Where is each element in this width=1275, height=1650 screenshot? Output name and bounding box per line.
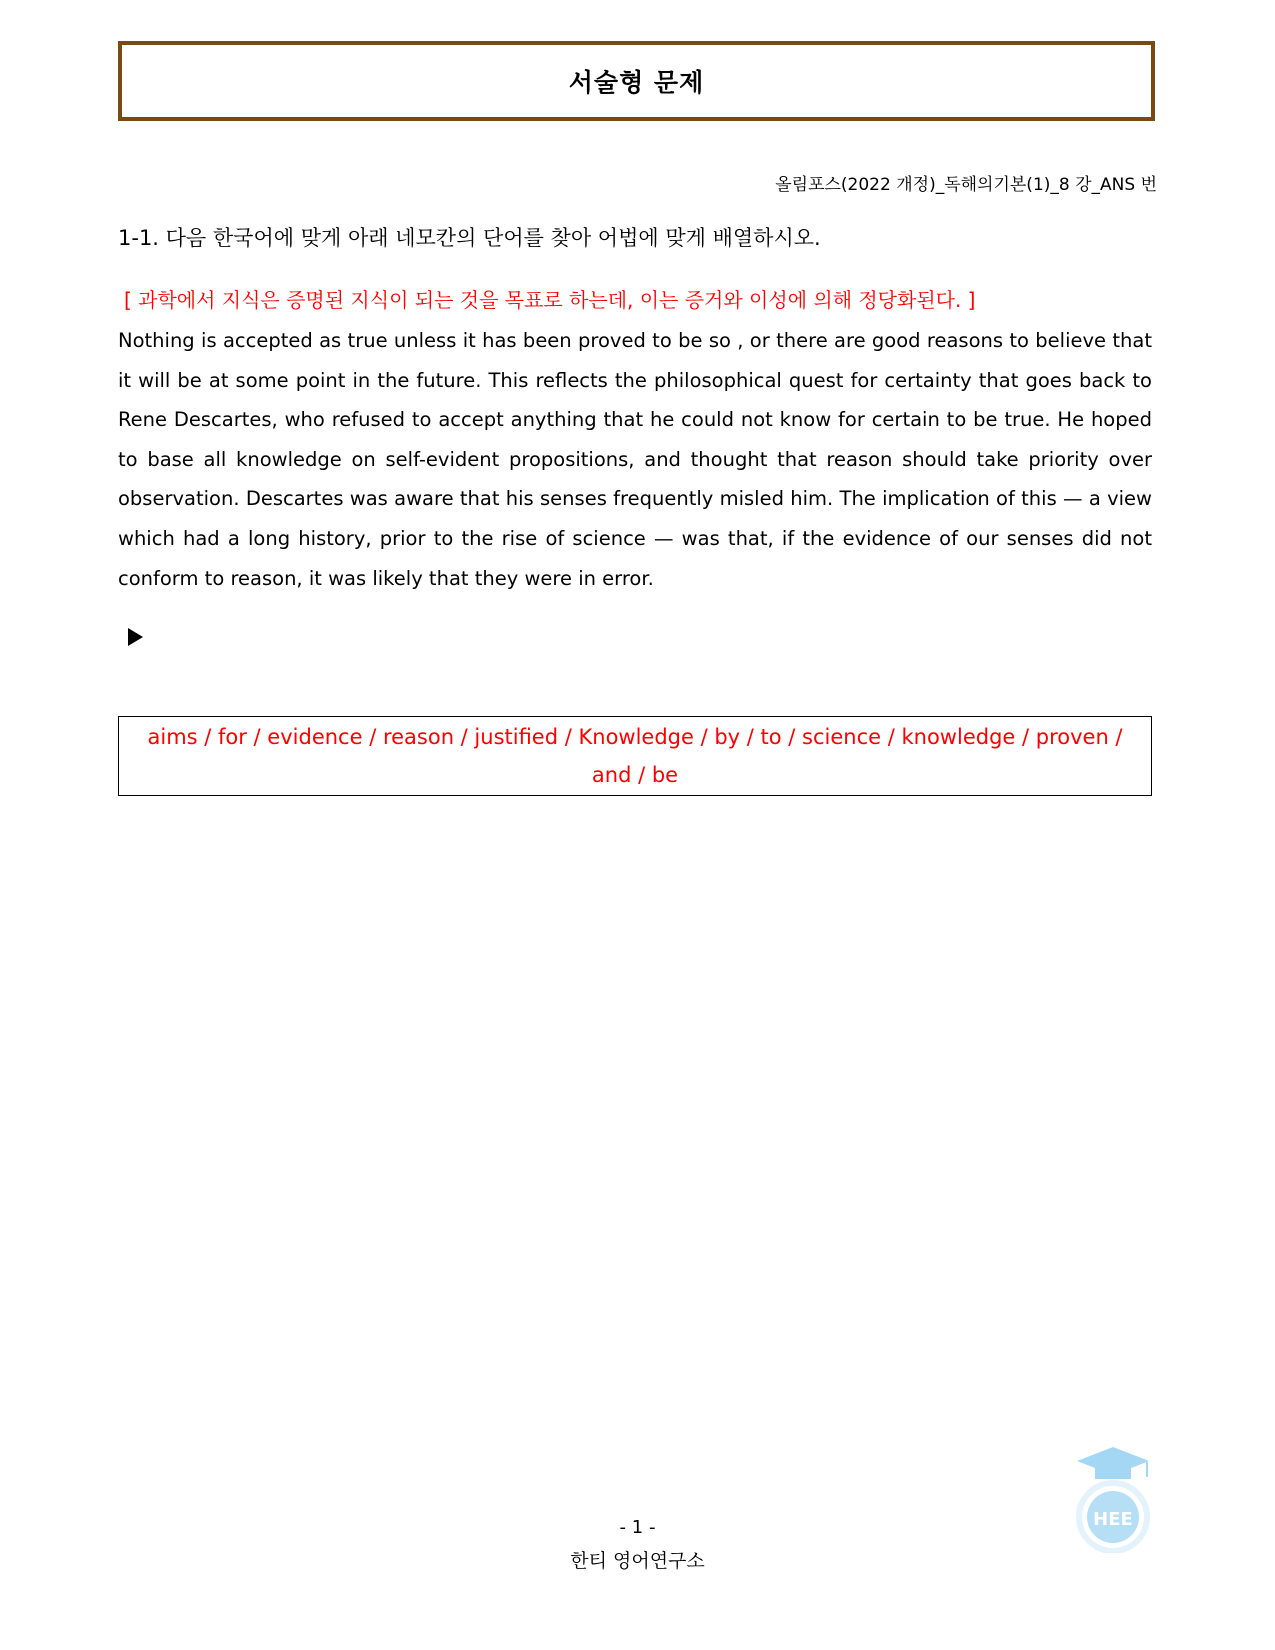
svg-text:HEE: HEE (1093, 1509, 1133, 1530)
korean-prompt: [ 과학에서 지식은 증명된 지식이 되는 것을 목표로 하는데, 이는 증거와 이성에 의해 정당화된다. ] (124, 288, 976, 312)
word-bank-line-1: aims / for / evidence / reason / justified / Knowledge / by / to / science / knowledge / proven / (147, 725, 1123, 749)
reading-passage: Nothing is accepted as true unless it has been proved to be so , or there are good reasons to believe that it will be at some point in the future. This reflects the philosophical quest for certainty that goes back to Rene Descartes, who refused to accept anything that he could not know for certain to be true. He hoped to base all knowledge on self-evident propositions, and thought that reason should take priority over observation. Descartes was aware that his senses frequently misled him. The implication of this — a view which had a long history, prior to the rise of science — was that, if the evidence of our senses did not conform to reason, it was likely that they were in error. (118, 329, 1152, 590)
word-bank-line-2: and / be (591, 763, 679, 787)
word-bank-box (118, 716, 1152, 796)
page-title: 서술형 문제 (568, 68, 705, 97)
footer-organization: 한티 영어연구소 (570, 1550, 705, 1572)
question-instruction: 1-1. 다음 한국어에 맞게 아래 네모칸의 단어를 찾아 어법에 맞게 배열하시오. (118, 226, 821, 250)
title-box (118, 41, 1155, 121)
graduation-cap-logo-icon (1073, 1443, 1153, 1553)
triangle-right-icon (128, 628, 143, 646)
source-reference: 올림포스(2022 개정)_독해의기본(1)_8 강_ANS 번 (775, 175, 1157, 195)
page-number: - 1 - (619, 1517, 656, 1538)
